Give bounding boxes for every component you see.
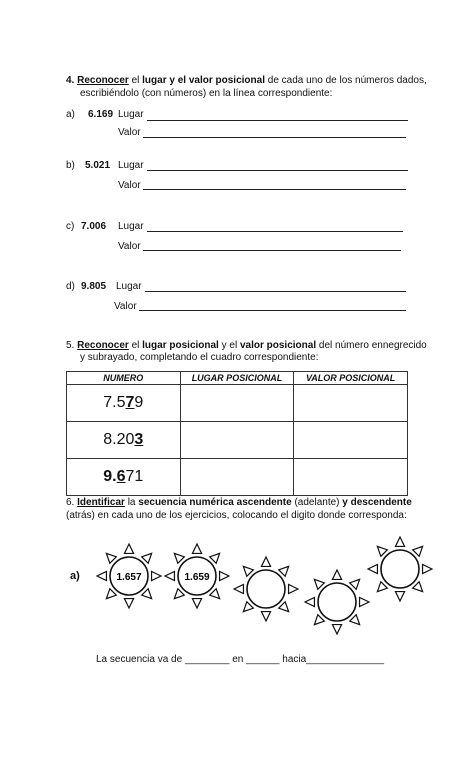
sun-ray [350, 615, 360, 625]
sun-ray [152, 571, 161, 580]
sun-circle [381, 550, 419, 588]
q4-valor-label: Valor [118, 127, 141, 138]
q4-item-number: 7.006 [81, 221, 107, 232]
q6-heading-line2: (atrás) en cada uno de los ejercicios, colocando el digito donde corresponda: [66, 510, 407, 521]
sun-ray [142, 553, 152, 563]
number-highlighted-digit: 6 [116, 468, 126, 485]
table-cell-number [67, 385, 181, 422]
table-cell-lugar-answer[interactable] [180, 459, 294, 496]
sun-ray [413, 546, 423, 556]
q5-heading [66, 340, 427, 352]
q5-heading-line2: y subrayado, completando el cuadro correspondiente: [80, 352, 319, 363]
q5-title-d: valor posicional [239, 340, 317, 351]
q4-item-number: 9.805 [81, 281, 107, 292]
q5-title-b: lugar posicional [142, 340, 219, 351]
q4-lugar-label: Lugar [118, 109, 144, 120]
number-part: 8.20 [103, 431, 135, 448]
sun-ray [289, 584, 298, 593]
q5-title-e: del número ennegrecido [316, 340, 427, 351]
q4-item-letter: a) [66, 109, 75, 120]
sun-ray [314, 579, 324, 589]
q5-number: 5. [66, 340, 78, 351]
q4-title-b: lugar y el valor posicional [142, 75, 265, 86]
q4-valor-answer-line[interactable] [143, 189, 406, 190]
sun-ray [368, 564, 377, 573]
q4-lugar-label: Lugar [118, 221, 144, 232]
q4-item-letter: b) [66, 160, 75, 171]
q4-title-c: de cada uno de los números dados, [264, 75, 427, 86]
table-cell-number [67, 422, 181, 459]
number-highlighted-digit: 3 [134, 431, 144, 448]
q4-lugar-answer-line[interactable] [145, 291, 406, 292]
sun-ray [243, 602, 253, 612]
sun-icon[interactable] [368, 537, 432, 601]
sun-ray [234, 584, 243, 593]
q6-title-b: secuencia numérica ascendente [138, 497, 292, 508]
q4-valor-label: Valor [118, 241, 141, 252]
sun-ray [279, 566, 289, 576]
q6-sentence: La secuencia va de ________ en ______ hacia______________ [96, 654, 385, 665]
sun-icon[interactable] [97, 544, 161, 608]
sun-ray [124, 544, 133, 553]
table-row [67, 459, 408, 496]
sun-circle [247, 570, 285, 608]
table-cell-lugar-answer[interactable] [180, 422, 294, 459]
q4-item-number: 6.169 [88, 109, 114, 120]
q4-lugar-answer-line[interactable] [147, 120, 408, 121]
sun-ray [220, 571, 229, 580]
sun-ray [165, 571, 174, 580]
table-cell-number [67, 459, 181, 496]
table-row [67, 385, 408, 422]
sun-icon[interactable] [305, 570, 369, 634]
table-cell-valor-answer[interactable] [294, 459, 408, 496]
q6-exercise-label: a) [70, 570, 80, 582]
q4-valor-answer-line[interactable] [143, 250, 401, 251]
q5-table [66, 371, 408, 496]
q6-title-c: (adelante) [291, 497, 343, 508]
sun-ray [106, 553, 116, 563]
q6-number: 6. [66, 497, 78, 508]
table-row [67, 422, 408, 459]
sun-ray [106, 589, 116, 599]
sun-icon[interactable] [234, 557, 298, 621]
q4-valor-answer-line[interactable] [139, 310, 406, 311]
sun-ray [192, 599, 201, 608]
q4-number: 4. [66, 75, 75, 86]
table-cell-lugar-answer[interactable] [180, 385, 294, 422]
sun-ray [413, 582, 423, 592]
q4-lugar-answer-line[interactable] [147, 170, 408, 171]
number-part: 9. [103, 468, 117, 485]
number-part: 9 [134, 394, 144, 411]
number-highlighted-digit: 7 [125, 394, 135, 411]
sun-ray [314, 615, 324, 625]
q4-lugar-answer-line[interactable] [147, 231, 403, 232]
table-header-numero: NUMERO [67, 372, 181, 385]
sun-ray [423, 564, 432, 573]
q5-title-verb: Reconocer [77, 340, 129, 351]
sun-ray [377, 582, 387, 592]
q4-title-a: el [128, 75, 143, 86]
sun-ray [174, 589, 184, 599]
sun-ray [192, 544, 201, 553]
table-cell-valor-answer[interactable] [294, 385, 408, 422]
sun-ray [360, 597, 369, 606]
sun-ray [243, 566, 253, 576]
sun-value: 1.657 [116, 572, 142, 583]
q4-item-letter: d) [66, 281, 75, 292]
q4-valor-label: Valor [114, 301, 137, 312]
table-header-lugar: LUGAR POSICIONAL [180, 372, 294, 385]
q6-title-d: y descendente [342, 497, 412, 508]
sun-ray [332, 570, 341, 579]
sun-ray [395, 537, 404, 546]
q5-title-c: y el [218, 340, 240, 351]
sun-circle [318, 583, 356, 621]
q4-heading [66, 75, 427, 87]
table-header-valor: VALOR POSICIONAL [294, 372, 408, 385]
sun-ray [332, 625, 341, 634]
q4-valor-answer-line[interactable] [143, 137, 406, 138]
number-part: 71 [125, 468, 144, 485]
q5-title-a: el [128, 340, 143, 351]
sun-ray [350, 579, 360, 589]
q6-title-a: la [124, 497, 139, 508]
sun-ray [210, 553, 220, 563]
q4-item-number: 5.021 [85, 160, 111, 171]
q4-item-letter: c) [66, 221, 75, 232]
sun-ray [124, 599, 133, 608]
q4-lugar-label: Lugar [116, 281, 142, 292]
q4-valor-label: Valor [118, 180, 141, 191]
q6-title-verb: Identificar [77, 497, 125, 508]
sun-ray [377, 546, 387, 556]
sun-ray [279, 602, 289, 612]
sun-sequence [0, 520, 474, 650]
sun-icon[interactable] [165, 544, 229, 608]
q4-lugar-label: Lugar [118, 160, 144, 171]
number-part: 7.5 [103, 394, 126, 411]
sun-ray [142, 589, 152, 599]
q6-heading [66, 497, 412, 509]
q4-title-verb: Reconocer [77, 75, 129, 86]
sun-ray [395, 592, 404, 601]
table-cell-valor-answer[interactable] [294, 422, 408, 459]
sun-ray [261, 557, 270, 566]
q4-heading-line2: escribiéndolo (con números) en la línea correspondiente: [80, 88, 333, 99]
sun-ray [97, 571, 106, 580]
sun-ray [174, 553, 184, 563]
sun-value: 1.659 [184, 572, 210, 583]
sun-ray [305, 597, 314, 606]
sun-ray [210, 589, 220, 599]
sun-ray [261, 612, 270, 621]
